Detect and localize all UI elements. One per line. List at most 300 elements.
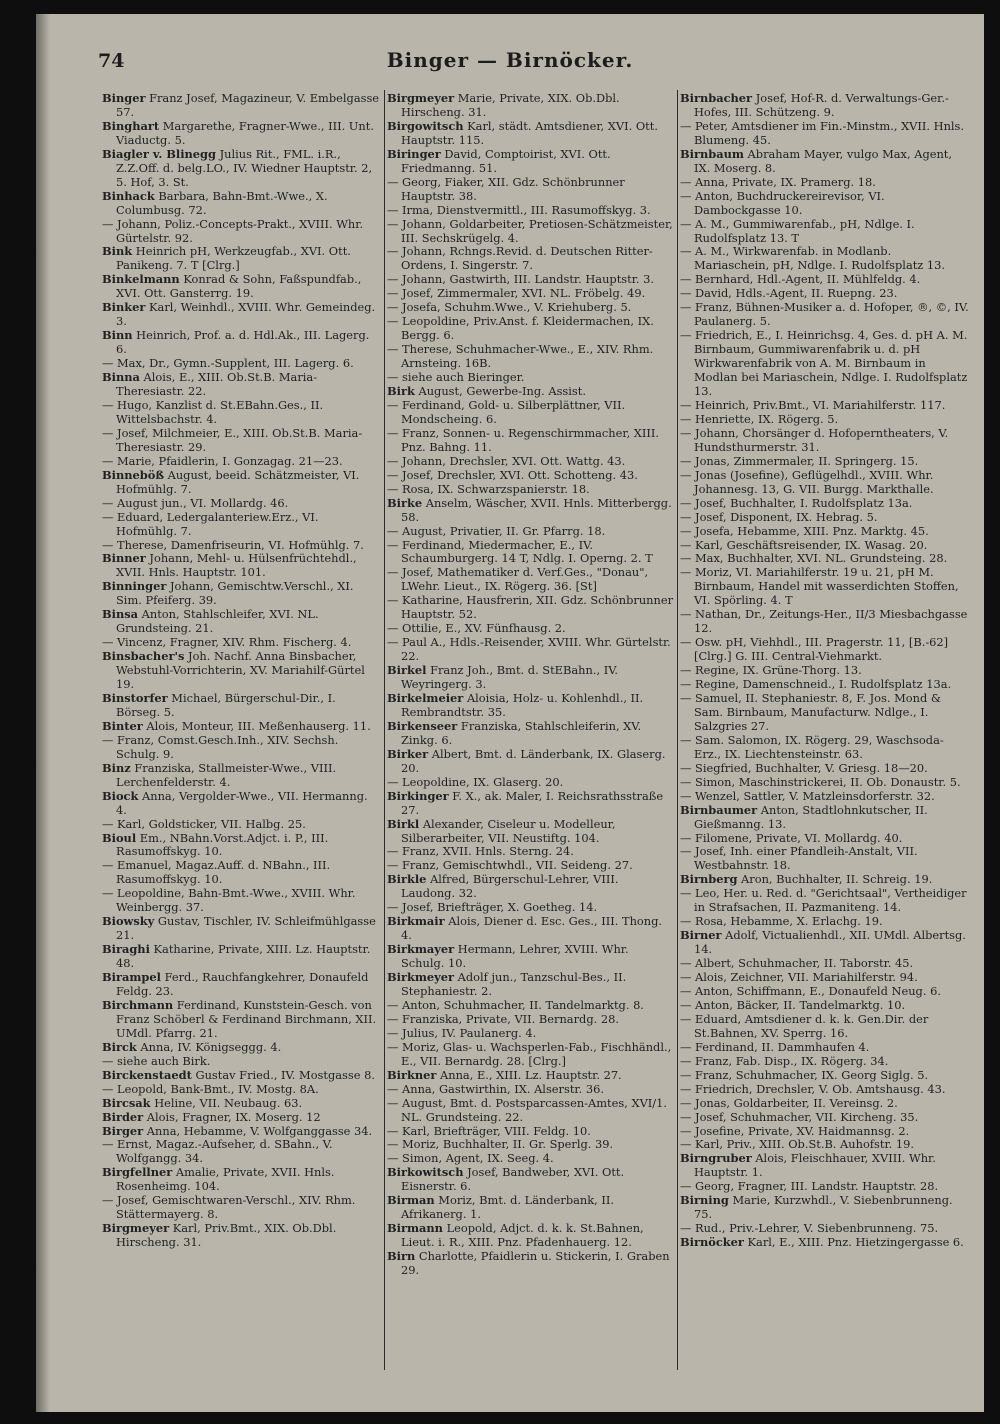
entry-details: — Josef, Zimmermaler, XVI. NL. Fröbelg. 49. xyxy=(387,286,646,301)
entry-details: — Moriz, Buchhalter, II. Gr. Sperlg. 39. xyxy=(387,1137,614,1152)
directory-entry xyxy=(387,636,674,664)
entry-surname: Birkel xyxy=(387,663,427,678)
directory-entry xyxy=(680,1194,970,1222)
entry-surname: Birkmair xyxy=(387,914,445,929)
directory-entry xyxy=(387,92,674,120)
directory-entry xyxy=(387,148,674,176)
entry-surname: Birkner xyxy=(387,1067,437,1082)
directory-entry xyxy=(102,580,382,608)
column-3 xyxy=(680,92,970,1372)
entry-details: — Ottilie, E., XV. Fünfhausg. 2. xyxy=(387,621,566,636)
entry-details: — Simon, Agent, IX. Seeg. 4. xyxy=(387,1151,554,1166)
entry-details: — Karl, Priv., XIII. Ob.St.B. Auhofstr. 19. xyxy=(680,1137,914,1152)
directory-entry xyxy=(387,622,674,636)
entry-surname: Birmann xyxy=(387,1221,443,1236)
entry-details: — siehe auch Birk. xyxy=(102,1053,211,1068)
entry-details: — Karl, Briefträger, VIII. Feldg. 10. xyxy=(387,1123,591,1138)
directory-entry xyxy=(102,1097,382,1111)
entry-details: Alexander, Ciseleur u. Modelleur, Silberarbeiter, VII. Neustiftg. 104. xyxy=(401,816,616,845)
entry-surname: Biagler v. Blinegg xyxy=(102,146,216,161)
entry-details: — David, Hdls.-Agent, II. Ruepng. 23. xyxy=(680,286,898,301)
directory-entry xyxy=(102,636,382,650)
entry-details: Amalie, Private, XVII. Hnls. Rosenheimg. 104. xyxy=(116,1165,335,1194)
entry-surname: Birkmayer xyxy=(387,942,455,957)
directory-entry xyxy=(680,1055,970,1069)
entry-surname: Binner xyxy=(102,551,146,566)
entry-details: — Leopoldine, Bahn-Bmt.-Wwe., XVIII. Whr. Weinbergg. 37. xyxy=(102,886,356,915)
directory-entry xyxy=(102,915,382,943)
directory-entry xyxy=(387,469,674,483)
entry-details: — Irma, Dienstvermittl., III. Rasumoffskyg. 3. xyxy=(387,202,651,217)
entry-details: — Ferdinand, Gold- u. Silberplättner, VII. Mondscheing. 6. xyxy=(387,397,626,426)
directory-entry xyxy=(387,776,674,790)
entry-details: — August, Bmt. d. Postsparcassen-Amtes, XVI/1. NL. Grundsteing. 22. xyxy=(387,1095,668,1124)
directory-entry xyxy=(102,469,382,497)
entry-details: Franziska, Stahlschleiferin, XV. Zinkg. 6. xyxy=(401,718,642,747)
directory-entry xyxy=(387,1097,674,1125)
directory-entry xyxy=(102,455,382,469)
directory-entry xyxy=(387,1222,674,1250)
directory-entry xyxy=(680,636,970,664)
entry-details: — Josef, Disponent, IX. Hebrag. 5. xyxy=(680,509,878,524)
entry-details: Margarethe, Fragner-Wwe., III. Unt. Viaductg. 5. xyxy=(116,118,374,147)
directory-entry xyxy=(387,497,674,525)
directory-entry xyxy=(102,734,382,762)
directory-entry xyxy=(102,1041,382,1055)
entry-details: Karl, E., XIII. Pnz. Hietzingergasse 6. xyxy=(747,1235,964,1250)
entry-details: Marie, Kurzwhdl., V. Siebenbrunneng. 75. xyxy=(694,1193,953,1222)
entry-surname: Birger xyxy=(102,1123,144,1138)
directory-entry xyxy=(680,1097,970,1111)
entry-surname: Binna xyxy=(102,370,140,385)
directory-entry xyxy=(102,999,382,1041)
entry-surname: Birck xyxy=(102,1039,137,1054)
directory-entry xyxy=(680,566,970,608)
entry-surname: Birkowitsch xyxy=(387,1165,464,1180)
directory-entry xyxy=(387,943,674,971)
directory-entry xyxy=(387,273,674,287)
entry-surname: Birker xyxy=(387,746,429,761)
directory-entry xyxy=(680,762,970,776)
directory-entry xyxy=(387,999,674,1013)
entry-details: Charlotte, Pfaidlerin u. Stickerin, I. Graben 29. xyxy=(401,1249,670,1278)
entry-surname: Birgfellner xyxy=(102,1165,173,1180)
entry-details: — Vincenz, Fragner, XIV. Rhm. Fischerg. 4. xyxy=(102,635,352,650)
entry-surname: Birnöcker xyxy=(680,1235,744,1250)
entry-details: August, Gewerbe-Ing. Assist. xyxy=(418,384,586,399)
entry-details: — Bernhard, Hdl.-Agent, II. Mühlfeldg. 4. xyxy=(680,272,921,287)
directory-entry xyxy=(680,92,970,120)
directory-entry xyxy=(680,999,970,1013)
entry-details: — Georg, Fiaker, XII. Gdz. Schönbrunner Hauptstr. 38. xyxy=(387,174,625,203)
entry-details: — Josefa, Schuhm.Wwe., V. Kriehuberg. 5. xyxy=(387,300,632,315)
directory-entry xyxy=(102,148,382,190)
entry-details: — Anton, Buchdruckereirevisor, VI. Dambockgasse 10. xyxy=(680,188,885,217)
directory-entry xyxy=(680,455,970,469)
directory-entry xyxy=(387,594,674,622)
directory-entry xyxy=(387,120,674,148)
entry-surname: Birnbaumer xyxy=(680,802,758,817)
entry-surname: Birgmeyer xyxy=(102,1221,170,1236)
running-head: Binger — Birnöcker. xyxy=(386,48,634,72)
directory-entry xyxy=(102,762,382,790)
entry-surname: Birkelmeier xyxy=(387,690,464,705)
entry-details: Anna, E., XIII. Lz. Hauptstr. 27. xyxy=(440,1067,622,1082)
directory-entry xyxy=(102,371,382,399)
directory-entry xyxy=(387,176,674,204)
entry-details: David, Comptoirist, XVI. Ott. Friedmanng. 51. xyxy=(401,146,611,175)
directory-entry xyxy=(102,1166,382,1194)
entry-details: Gustav Fried., IV. Mostgasse 8. xyxy=(195,1067,375,1082)
entry-details: Leopold, Adjct. d. k. k. St.Bahnen, Lieut. i. R., XIII. Pnz. Pfadenhauerg. 12. xyxy=(401,1221,644,1250)
directory-entry xyxy=(387,1152,674,1166)
entry-details: — A. M., Wirkwarenfab. in Modlanb. Mariaschein, pH, Ndlge. I. Rudolfsplatz 13. xyxy=(680,244,946,273)
directory-entry xyxy=(387,1027,674,1041)
entry-details: Heinrich, Prof. a. d. Hdl.Ak., III. Lagerg. 6. xyxy=(116,328,370,357)
entry-details: Josef, Hof-R. d. Verwaltungs-Ger.-Hofes, III. Schützeng. 9. xyxy=(694,92,949,119)
directory-entry xyxy=(680,1222,970,1236)
entry-details: Alois, Monteur, III. Meßenhauserg. 11. xyxy=(146,718,371,733)
directory-entry xyxy=(387,1194,674,1222)
directory-entry xyxy=(680,176,970,190)
entry-details: Josef, Bandweber, XVI. Ott. Eisnerstr. 6. xyxy=(401,1165,625,1194)
entry-details: Alois, Fragner, IX. Moserg. 12 xyxy=(146,1109,321,1124)
directory-entry xyxy=(102,832,382,860)
entry-details: — August jun., VI. Mollardg. 46. xyxy=(102,495,289,510)
entry-details: Karl, städt. Amtsdiener, XVI. Ott. Hauptstr. 115. xyxy=(401,118,658,147)
directory-entry xyxy=(680,664,970,678)
entry-details: Karl, Priv.Bmt., XIX. Ob.Dbl. Hirscheng. 31. xyxy=(116,1221,337,1250)
directory-entry xyxy=(102,971,382,999)
directory-entry xyxy=(680,734,970,762)
directory-entry xyxy=(680,790,970,804)
entry-details: Albert, Bmt. d. Länderbank, IX. Glaserg. 20. xyxy=(401,746,666,775)
directory-entry xyxy=(680,1180,970,1194)
directory-entry xyxy=(387,873,674,901)
entry-details: — Katharine, Hausfrerin, XII. Gdz. Schönbrunner Hauptstr. 52. xyxy=(387,593,674,622)
directory-entry xyxy=(102,1138,382,1166)
directory-entry xyxy=(102,329,382,357)
entry-details: — Leopoldine, IX. Glaserg. 20. xyxy=(387,774,564,789)
directory-entry xyxy=(680,218,970,246)
entry-details: Anna, Vergolder-Wwe., VII. Hermanng. 4. xyxy=(116,788,368,817)
directory-entry xyxy=(680,120,970,148)
entry-details: — Ferdinand, Miedermacher, E., IV. Schaumburgerg. 14 T, Ndlg. I. Operng. 2. T xyxy=(387,537,653,566)
directory-entry xyxy=(680,399,970,413)
directory-entry xyxy=(680,957,970,971)
entry-details: — Filomene, Private, VI. Mollardg. 40. xyxy=(680,830,903,845)
directory-entry xyxy=(387,315,674,343)
directory-entry xyxy=(387,818,674,846)
entry-surname: Binhack xyxy=(102,188,155,203)
directory-entry xyxy=(387,915,674,943)
directory-entry xyxy=(387,399,674,427)
entry-details: — Josefine, Private, XV. Haidmannsg. 2. xyxy=(680,1123,910,1138)
entry-surname: Birn xyxy=(387,1249,416,1264)
entry-details: — Leopold, Bank-Bmt., IV. Mostg. 8A. xyxy=(102,1081,319,1096)
entry-surname: Binneböß xyxy=(102,467,164,482)
entry-surname: Binninger xyxy=(102,579,167,594)
entry-surname: Bink xyxy=(102,244,133,259)
directory-entry xyxy=(680,678,970,692)
entry-details: — Jonas, Zimmermaler, II. Springerg. 15. xyxy=(680,453,919,468)
entry-surname: Birman xyxy=(387,1193,435,1208)
entry-details: — Josef, Drechsler, XVI. Ott. Schotteng. 43. xyxy=(387,467,638,482)
directory-entry xyxy=(387,525,674,539)
entry-details: — Wenzel, Sattler, V. Matzleinsdorferstr. 32. xyxy=(680,788,935,803)
entry-surname: Binkelmann xyxy=(102,272,180,287)
directory-entry xyxy=(387,971,674,999)
entry-details: — Ernst, Magaz.-Aufseher, d. SBahn., V. Wolfgangg. 34. xyxy=(102,1137,333,1166)
directory-entry xyxy=(680,148,970,176)
entry-surname: Binger xyxy=(102,92,146,105)
entry-details: — Josef, Mathematiker d. Verf.Ges., "Donau", LWehr. Lieut., IX. Rögerg. 36. [St] xyxy=(387,565,649,594)
entry-surname: Birkmeyer xyxy=(387,970,455,985)
directory-entry xyxy=(102,301,382,329)
directory-entry xyxy=(680,971,970,985)
entry-details: — Osw. pH, Viehhdl., III. Pragerstr. 11, [B.-62] [Clrg.] G. III. Central-Viehmarkt. xyxy=(680,635,949,664)
entry-details: Anton, Stadtlohnkutscher, II. Gießmanng. 13. xyxy=(694,802,928,831)
directory-entry xyxy=(387,301,674,315)
directory-entry xyxy=(102,1069,382,1083)
page-header xyxy=(36,28,984,84)
entry-details: Anton, Stahlschleifer, XVI. NL. Grundsteing. 21. xyxy=(116,607,319,636)
directory-entry xyxy=(102,1055,382,1069)
entry-surname: Binstorfer xyxy=(102,690,168,705)
directory-entry xyxy=(387,1083,674,1097)
directory-entry xyxy=(680,469,970,497)
entry-surname: Biock xyxy=(102,788,139,803)
entry-details: Katharine, Private, XIII. Lz. Hauptstr. 48. xyxy=(116,942,371,971)
column-1 xyxy=(102,92,382,1372)
entry-details: — Moriz, Glas- u. Wachsperlen-Fab., Fischhändl., E., VII. Bernardg. 28. [Clrg.] xyxy=(387,1039,672,1068)
entry-details: Adolf, Victualienhdl., XII. UMdl. Albertsg. 14. xyxy=(694,928,966,957)
entry-surname: Bircsak xyxy=(102,1095,151,1110)
directory-entry xyxy=(680,1013,970,1041)
directory-entry xyxy=(102,427,382,455)
entry-details: Alois, Diener d. Esc. Ges., III. Thong. 4. xyxy=(401,914,663,943)
entry-surname: Birnberg xyxy=(680,872,738,887)
directory-entry xyxy=(680,552,970,566)
entry-surname: Birckenstaedt xyxy=(102,1067,192,1082)
entry-details: — Nathan, Dr., Zeitungs-Her., II/3 Miesbachgasse 12. xyxy=(680,607,968,636)
entry-details: — Peter, Amtsdiener im Fin.-Minstm., XVII. Hnls. Blumeng. 45. xyxy=(680,118,965,147)
directory-entry xyxy=(680,873,970,887)
entry-details: — Franz, Sonnen- u. Regenschirmmacher, XIII. Pnz. Bahng. 11. xyxy=(387,425,660,454)
entry-details: — Paul A., Hdls.-Reisender, XVIII. Whr. Gürtelstr. 22. xyxy=(387,635,671,664)
entry-details: — Franz, Gemischtwhdl., VII. Seideng. 27. xyxy=(387,858,633,873)
entry-surname: Birnbaum xyxy=(680,146,744,161)
entry-details: — Johann, Goldarbeiter, Pretiosen-Schätzmeister, III. Sechskrügelg. 4. xyxy=(387,216,673,245)
directory-entry xyxy=(680,1111,970,1125)
directory-entry xyxy=(387,720,674,748)
entry-details: — Leo, Her. u. Red. d. "Gerichtsaal", Vertheidiger in Strafsachen, II. Pazmaniteng. 14. xyxy=(680,886,967,915)
directory-entry xyxy=(387,1166,674,1194)
entry-details: Heinrich pH, Werkzeugfab., XVI. Ott. Panikeng. 7. T [Clrg.] xyxy=(116,244,351,273)
directory-entry xyxy=(102,92,382,120)
entry-details: Konrad & Sohn, Faßspundfab., XVI. Ott. Gansterrg. 19. xyxy=(116,272,362,301)
directory-entry xyxy=(102,1125,382,1139)
directory-entry xyxy=(680,497,970,511)
entry-details: — Johann, Rchngs.Revid. d. Deutschen Ritter-Ordens, I. Singerstr. 7. xyxy=(387,244,653,273)
entry-details: — Karl, Goldsticker, VII. Halbg. 25. xyxy=(102,816,306,831)
directory-entry xyxy=(387,901,674,915)
entry-details: Anna, IV. Königseggg. 4. xyxy=(140,1039,282,1054)
entry-details: — Johann, Drechsler, XVI. Ott. Wattg. 43. xyxy=(387,453,626,468)
entry-details: — Johann, Chorsänger d. Hofoperntheaters, V. Hundsthurmerstr. 31. xyxy=(680,425,949,454)
entry-details: — Rud., Priv.-Lehrer, V. Siebenbrunneng. 75. xyxy=(680,1221,939,1236)
entry-details: — Franz, XVII. Hnls. Sterng. 24. xyxy=(387,844,574,859)
entry-surname: Birder xyxy=(102,1109,144,1124)
directory-entry xyxy=(387,748,674,776)
directory-entry xyxy=(102,1083,382,1097)
entry-details: — Johann, Poliz.-Concepts-Prakt., XVIII. Whr. Gürtelstr. 92. xyxy=(102,216,364,245)
entry-details: — Hugo, Kanzlist d. St.EBahn.Ges., II. Wittelsbachstr. 4. xyxy=(102,397,324,426)
entry-surname: Birkinger xyxy=(387,788,449,803)
directory-entry xyxy=(680,929,970,957)
entry-details: — A. M., Gummiwarenfab., pH, Ndlge. I. Rudolfsplatz 13. T xyxy=(680,216,915,245)
directory-entry xyxy=(680,1041,970,1055)
directory-entry xyxy=(102,1194,382,1222)
directory-entry xyxy=(680,804,970,832)
entry-details: — Franz, Fab. Disp., IX. Rögerg. 34. xyxy=(680,1053,889,1068)
directory-entry xyxy=(680,413,970,427)
entry-details: — Karl, Geschäftsreisender, IX. Wasag. 20. xyxy=(680,537,928,552)
directory-entry xyxy=(680,1125,970,1139)
entry-surname: Birampel xyxy=(102,970,161,985)
entry-surname: Birk xyxy=(387,384,415,399)
entry-details: — Max, Dr., Gymn.-Supplent, III. Lagerg. 6. xyxy=(102,356,354,371)
entry-details: Johann, Mehl- u. Hülsenfrüchtehdl., XVII. Hnls. Hauptstr. 101. xyxy=(116,551,357,580)
directory-entry xyxy=(680,427,970,455)
entry-details: — Josef, Inh. einer Pfandleih-Anstalt, VII. Westbahnstr. 18. xyxy=(680,844,918,873)
directory-entry xyxy=(680,245,970,273)
directory-entry xyxy=(387,664,674,692)
entry-surname: Binsa xyxy=(102,607,139,622)
column-2 xyxy=(387,92,674,1372)
directory-entry xyxy=(387,204,674,218)
entry-details: — Friedrich, Drechsler, V. Ob. Amtshausg. 43. xyxy=(680,1081,946,1096)
entry-details: Ferdinand, Kunststein-Gesch. von Franz Schöberl & Ferdinand Birchmann, XII. UMdl. Pfarrg. 21. xyxy=(116,997,377,1040)
directory-entry xyxy=(102,720,382,734)
directory-entry xyxy=(387,483,674,497)
entry-details: Johann, Gemischtw.Verschl., XI. Sim. Pfeiferg. 39. xyxy=(116,579,354,608)
entry-details: Gustav, Tischler, IV. Schleifmühlgasse 21. xyxy=(116,914,376,943)
directory-entry xyxy=(387,218,674,246)
entry-surname: Binter xyxy=(102,718,143,733)
entry-details: Karl, Weinhdl., XVIII. Whr. Gemeindeg. 3. xyxy=(116,300,376,329)
entry-details: — Anton, Schiffmann, E., Donaufeld Neug. 6. xyxy=(680,984,941,998)
directory-entry xyxy=(387,1013,674,1027)
directory-entry xyxy=(387,427,674,455)
entry-details: — Josef, Milchmeier, E., XIII. Ob.St.B. Maria-Theresiastr. 29. xyxy=(102,425,363,454)
entry-details: — Josef, Gemischtwaren-Verschl., XIV. Rhm. Stättermayerg. 8. xyxy=(102,1193,356,1222)
entry-details: Joh. Nachf. Anna Binsbacher, Webstuhl-Vorrichterin, XV. Mariahilf-Gürtel 19. xyxy=(116,649,365,692)
directory-entry xyxy=(102,943,382,971)
directory-entry xyxy=(102,190,382,218)
entry-details: — Regine, Damenschneid., I. Rudolfsplatz 13a. xyxy=(680,677,952,692)
entry-details: Anselm, Wäscher, XVII. Hnls. Mitterbergg. 58. xyxy=(401,495,672,524)
entry-surname: Birkle xyxy=(387,872,427,887)
directory-entry xyxy=(102,497,382,511)
entry-surname: Binsbacher's xyxy=(102,649,185,664)
directory-entry xyxy=(680,608,970,636)
directory-entry xyxy=(102,273,382,301)
entry-details: Alois, E., XIII. Ob.St.B. Maria-Theresiastr. 22. xyxy=(116,370,318,399)
directory-entry xyxy=(680,776,970,790)
directory-entry xyxy=(680,190,970,218)
directory-entry xyxy=(680,539,970,553)
entry-details: Marie, Private, XIX. Ob.Dbl. Hirscheng. 31. xyxy=(401,92,620,119)
entry-details: August, beeid. Schätzmeister, VI. Hofmühlg. 7. xyxy=(116,467,360,496)
entry-details: — Franziska, Private, VII. Bernardg. 28. xyxy=(387,1011,619,1026)
directory-entry xyxy=(387,1041,674,1069)
entry-details: — Anna, Gastwirthin, IX. Alserstr. 36. xyxy=(387,1081,604,1096)
entry-details: Hermann, Lehrer, XVIII. Whr. Schulg. 10. xyxy=(401,942,629,971)
entry-details: — Anton, Bäcker, II. Tandelmarktg. 10. xyxy=(680,997,906,1012)
directory-entry xyxy=(102,539,382,553)
entry-details: — Anton, Schuhmacher, II. Tandelmarktg. 8. xyxy=(387,997,644,1012)
directory-entry xyxy=(102,608,382,636)
entry-details: Alfred, Bürgerschul-Lehrer, VIII. Laudong. 32. xyxy=(401,872,619,901)
entry-details: — Alois, Zeichner, VII. Mariahilferstr. 94. xyxy=(680,970,918,985)
entry-details: — Friedrich, E., I. Heinrichsg. 4, Ges. d. pH A. M. Birnbaum, Gummiwarenfabrik u. d. pH Wirkwarenfabrik von A. M. Birnbaum in Modlan bei Mariaschein, Ndlge. I. Rudolfsplatz 13. xyxy=(680,328,968,399)
entry-details: — Leopoldine, Priv.Anst. f. Kleidermachen, IX. Bergg. 6. xyxy=(387,314,654,343)
entry-details: — Jonas, Goldarbeiter, II. Vereinsg. 2. xyxy=(680,1095,898,1110)
directory-entry xyxy=(680,1083,970,1097)
directory-entry xyxy=(387,455,674,469)
entry-details: Franz Joh., Bmt. d. StEBahn., IV. Weyringerg. 3. xyxy=(401,663,619,692)
entry-details: — Josefa, Hebamme, XIII. Pnz. Marktg. 45. xyxy=(680,523,929,538)
entry-details: — Max, Buchhalter, XVI. NL. Grundsteing. 28. xyxy=(680,551,948,566)
directory-entry xyxy=(680,287,970,301)
entry-surname: Birkl xyxy=(387,816,420,831)
entry-details: — Regine, IX. Grüne-Thorg. 13. xyxy=(680,663,862,678)
directory-entry xyxy=(102,218,382,246)
entry-surname: Biraghi xyxy=(102,942,150,957)
directory-entry xyxy=(102,790,382,818)
directory-entry xyxy=(387,1138,674,1152)
directory-entry xyxy=(680,1069,970,1083)
directory-entry xyxy=(387,287,674,301)
directory-entry xyxy=(680,1236,970,1250)
entry-details: Abraham Mayer, vulgo Max, Agent, IX. Moserg. 8. xyxy=(694,146,953,175)
page-number: 74 xyxy=(98,50,125,72)
entry-surname: Binghart xyxy=(102,118,160,133)
entry-details: — Therese, Schuhmacher-Wwe., E., XIV. Rhm. Arnsteing. 16B. xyxy=(387,342,654,371)
entry-details: — Marie, Pfaidlerin, I. Gonzagag. 21—23. xyxy=(102,453,343,468)
entry-details: Aron, Buchhalter, II. Schreig. 19. xyxy=(741,872,933,887)
directory-entry xyxy=(387,371,674,385)
entry-details: Michael, Bürgerschul-Dir., I. Börseg. 5. xyxy=(116,690,336,719)
entry-surname: Birgowitsch xyxy=(387,118,464,133)
directory-entry xyxy=(387,845,674,859)
entry-details: — Therese, Damenfriseurin, VI. Hofmühlg. 7. xyxy=(102,537,364,552)
entry-details: Julius Rit., FML. i.R., Z.Z.Off. d. belg.LO., IV. Wiedner Hauptstr. 2, 5. Hof, 3. St. xyxy=(116,146,373,189)
directory-entry xyxy=(387,859,674,873)
entry-details: — Josef, Schuhmacher, VII. Kircheng. 35. xyxy=(680,1109,919,1124)
directory-entry xyxy=(102,818,382,832)
entry-details: Alois, Fleischhauer, XVIII. Whr. Hauptstr. 1. xyxy=(694,1151,936,1180)
entry-details: — Josef, Buchhalter, I. Rudolfsplatz 13a. xyxy=(680,495,913,510)
directory-entry xyxy=(102,1111,382,1125)
directory-entry xyxy=(680,887,970,915)
entry-details: Anna, Hebamme, V. Wolfganggasse 34. xyxy=(146,1123,373,1138)
directory-entry xyxy=(102,511,382,539)
entry-surname: Birner xyxy=(680,928,722,943)
entry-surname: Birngruber xyxy=(680,1151,752,1166)
directory-entry xyxy=(102,399,382,427)
